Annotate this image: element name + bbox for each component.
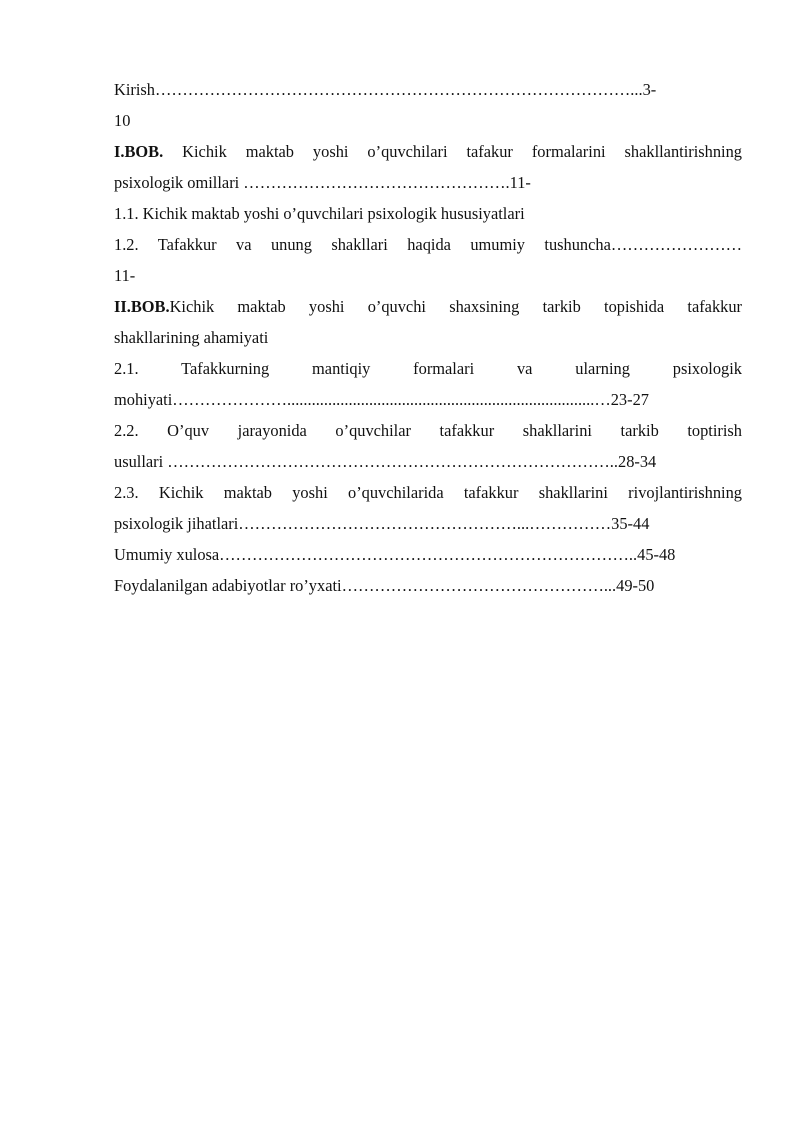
toc-line: psixologik omillari ………………………………………….11-	[114, 173, 531, 192]
chapter-title: Kichik maktab yoshi o’quvchi shaxsining tarkib topishida tafakkur	[169, 297, 742, 316]
toc-entry-2-2	[114, 415, 742, 477]
toc-entry-1-2	[114, 229, 742, 291]
toc-line: Foydalanilgan adabiyotlar ro’yxati…………………………………………...49-50	[114, 576, 655, 595]
toc-line: 10	[114, 111, 131, 130]
chapter-title: Kichik maktab yoshi o’quvchilari tafakur formalarini shakllantirishning	[163, 142, 742, 161]
table-of-contents	[114, 74, 742, 601]
toc-entry-adabiyotlar	[114, 570, 742, 601]
toc-line: mohiyati…………………...........................................................................…23-27	[114, 390, 649, 409]
toc-entry-1-1	[114, 198, 742, 229]
toc-line: usullari ………………………………………………………………………..28-34	[114, 452, 657, 471]
toc-entry-2-1	[114, 353, 742, 415]
toc-entry-bob-1	[114, 136, 742, 198]
toc-line	[114, 291, 742, 322]
toc-line: 2.2. O’quv jarayonida o’quvchilar tafakkur shakllarini tarkib toptirish	[114, 421, 742, 440]
toc-entry-bob-2	[114, 291, 742, 353]
toc-line: 2.1. Tafakkurning mantiqiy formalari va ularning psixologik	[114, 359, 742, 378]
toc-line: Kirish……………………………………………………………………………...3-	[114, 80, 657, 99]
toc-line: 2.3. Kichik maktab yoshi o’quvchilarida tafakkur shakllarini rivojlantirishning	[114, 483, 742, 502]
toc-entry-kirish	[114, 74, 742, 136]
chapter-prefix: II.BOB.	[114, 297, 170, 316]
toc-entry-xulosa	[114, 539, 742, 570]
toc-line: 1.1. Kichik maktab yoshi o’quvchilari psixologik hususiyatlari	[114, 204, 525, 223]
toc-line: 1.2. Tafakkur va unung shakllari haqida umumiy tushuncha……………………	[114, 235, 742, 254]
toc-line: 11-	[114, 266, 136, 285]
toc-line	[114, 136, 742, 167]
toc-entry-2-3	[114, 477, 742, 539]
chapter-prefix: I.BOB.	[114, 142, 164, 161]
toc-line: shakllarining ahamiyati	[114, 328, 269, 347]
toc-line: psixologik jihatlari……………………………………………...……………35-44	[114, 514, 650, 533]
toc-line: Umumiy xulosa…………………………………………………………………..45-48	[114, 545, 676, 564]
